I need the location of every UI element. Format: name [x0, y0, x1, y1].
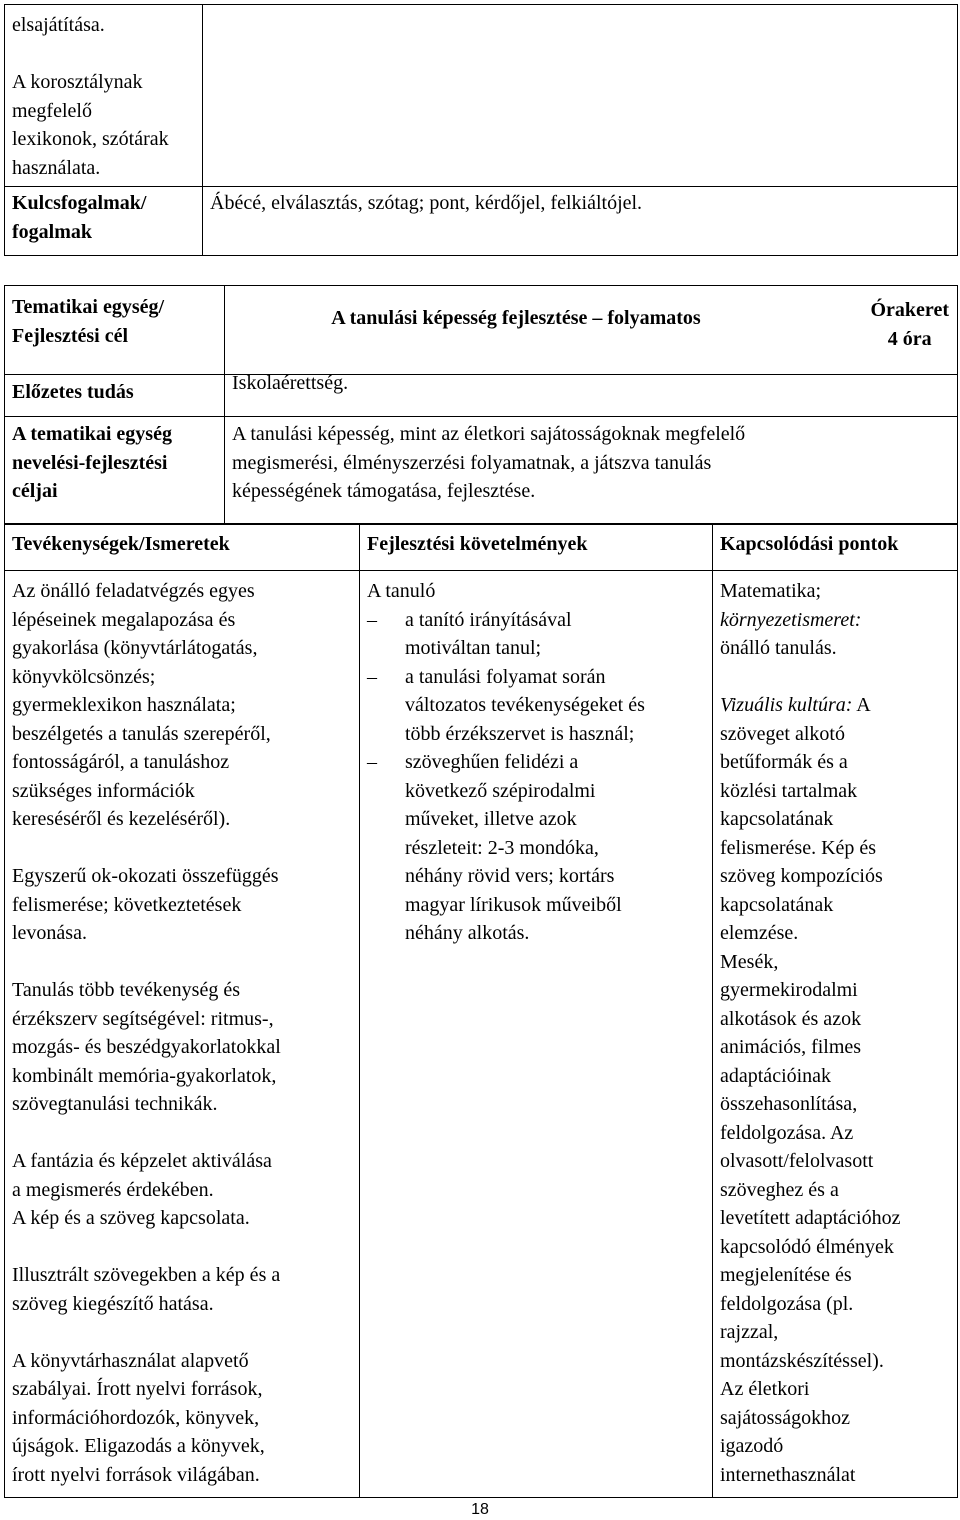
requirements-intro: A tanuló [367, 580, 436, 602]
prereq-label-cell [5, 375, 225, 417]
key-concepts-label-line-1: Kulcsfogalmak/ [12, 192, 147, 214]
text-line: felismerése; következtetések [12, 893, 242, 916]
connection-subject: Matematika; [720, 580, 822, 602]
goals-continuation-line: elsajátítása. [12, 14, 105, 36]
prereq-label: Előzetes tudás [12, 381, 134, 403]
requirements-cell [360, 571, 713, 1498]
text-line: feldolgozása (pl. [720, 1292, 854, 1315]
activities-paragraph-1 [12, 577, 352, 834]
lexicon-line-2: lexikonok, szótárak használata. [12, 128, 169, 179]
connections-math-block [720, 577, 950, 663]
activities-paragraph-5 [12, 1261, 352, 1318]
text-line: szöveg kiegészítő hatása. [12, 1292, 214, 1315]
text-line: montázskészítéssel). [720, 1349, 884, 1372]
text-line: kapcsolatának [720, 893, 834, 916]
text-line: elemzése. [720, 922, 799, 944]
goals-label-line-1: A tematikai egység [12, 423, 172, 445]
goals-label-line-2: nevelési-fejlesztési [12, 451, 168, 474]
prereq-value-cell [225, 372, 958, 417]
text-line: részleteit: 2-3 mondóka, [405, 836, 599, 859]
text-line: műveket, illetve azok [405, 808, 577, 830]
text-line: A fantázia és képzelet aktiválása [12, 1150, 272, 1172]
hours-label: Órakeret [870, 299, 949, 321]
goals-value-line-3: képességének támogatása, fejlesztése. [232, 480, 536, 502]
activities-paragraph-4 [12, 1147, 352, 1233]
requirement-item [367, 663, 705, 749]
text-line: több érzékszervet is használ; [405, 722, 635, 745]
text-line: megjelenítése és [720, 1264, 852, 1286]
text-line: szöveget alkotó [720, 722, 845, 745]
text-line: szöveghez és a [720, 1178, 839, 1201]
text-line: következő szépirodalmi [405, 779, 596, 802]
text-line: szövegtanulási technikák. [12, 1093, 218, 1115]
hours-box [871, 296, 950, 353]
header-requirements: Fejlesztési követelmények [360, 524, 713, 571]
text-line: mozgás- és beszédgyakorlatokkal [12, 1036, 281, 1058]
text-line: szöveg kompozíciós [720, 865, 883, 887]
text-line: felismerése. Kép és [720, 836, 877, 859]
text-line: Az önálló feladatvégzés egyes [12, 580, 255, 602]
prereq-value: Iskolaérettség. [232, 372, 349, 394]
text-line: animációs, filmes [720, 1036, 862, 1058]
text-line: kereséséről és kezeléséről). [12, 808, 231, 830]
hours-value: 4 óra [887, 327, 932, 350]
unit-title: A tanulási képesség fejlesztése – folyamatos [331, 307, 701, 329]
text-line: néhány rövid vers; kortárs [405, 865, 615, 887]
text-line: a megismerés érdekében. [12, 1178, 214, 1201]
key-concepts-label-line-2: fogalmak [12, 220, 92, 243]
text-line: összehasonlítása, [720, 1093, 858, 1115]
text-line: információhordozók, könyvek, [12, 1406, 260, 1429]
text-fragment: A [852, 694, 871, 716]
text-line: beszélgetés a tanulás szerepéről, [12, 722, 271, 745]
activities-cell [5, 571, 360, 1498]
key-concepts-label [5, 187, 203, 256]
activities-paragraph-3 [12, 976, 352, 1119]
goals-value-line-2: megismerési, élményszerzési folyamatnak, a játszva tanulás [232, 451, 712, 474]
unit-label-line-2: Fejlesztési cél [12, 324, 129, 347]
requirement-item [367, 748, 705, 948]
text-line: szükséges információk [12, 779, 195, 802]
unit-title-cell [225, 286, 958, 375]
text-line: érzékszerv segítségével: ritmus-, [12, 1007, 274, 1030]
text-line: Tanulás több tevékenység és [12, 979, 240, 1001]
text-line: újságok. Eligazodás a könyvek, [12, 1435, 265, 1457]
text-line: szabályai. Írott nyelvi források, [12, 1378, 263, 1400]
text-line [720, 691, 950, 720]
connection-subject-italic: környezetismeret: [720, 608, 862, 631]
text-line: olvasott/felolvasott [720, 1150, 874, 1172]
connection-subject-italic: Vizuális kultúra: [720, 694, 853, 716]
activities-paragraph-6 [12, 1347, 352, 1490]
text-line: könyvkölcsönzés; [12, 665, 156, 688]
lexicon-line-1: A korosztálynak megfelelő [12, 71, 143, 122]
top-continuation-table [4, 4, 958, 256]
text-line: adaptációinak [720, 1064, 832, 1087]
text-line: A kép és a szöveg kapcsolata. [12, 1207, 250, 1229]
goals-label-line-3: céljai [12, 480, 58, 502]
text-line: rajzzal, [720, 1321, 779, 1343]
unit-header-table [4, 285, 958, 525]
empty-cell [203, 5, 958, 187]
goals-value-cell [225, 417, 958, 525]
header-connections: Kapcsolódási pontok [713, 524, 958, 571]
requirement-item [367, 606, 705, 663]
text-line: közlési tartalmak [720, 779, 858, 802]
connections-visual-lines [720, 720, 950, 1490]
text-line: kapcsolódó élmények [720, 1235, 894, 1258]
text-line: Egyszerű ok-okozati összefüggés [12, 865, 279, 887]
connections-visual-block [720, 691, 950, 1489]
unit-label-line-1: Tematikai egység/ [12, 296, 165, 318]
text-line: alkotások és azok [720, 1007, 862, 1030]
text-line: önálló tanulás. [720, 637, 837, 659]
text-line: betűformák és a [720, 751, 848, 773]
text-line: lépéseinek megalapozása és [12, 608, 236, 631]
text-line: változatos tevékenységeket és [405, 694, 645, 716]
requirements-list [367, 606, 705, 948]
goals-continuation-cell [5, 5, 203, 187]
text-line: gyermeklexikon használata; [12, 694, 236, 716]
activities-paragraph-2 [12, 862, 352, 948]
text-line: gyermekirodalmi [720, 979, 858, 1001]
text-line: internethasználat [720, 1463, 856, 1486]
text-line: levetített adaptációhoz [720, 1207, 901, 1229]
page-number: 18 [471, 1501, 489, 1518]
key-concepts-text: Ábécé, elválasztás, szótag; pont, kérdőjel, felkiáltójel. [210, 192, 643, 214]
text-line: – a tanító irányításával [405, 608, 572, 631]
text-line: írott nyelvi források világában. [12, 1463, 260, 1486]
text-line: magyar lírikusok műveiből [405, 893, 622, 916]
text-line: Mesék, [720, 950, 779, 973]
text-line: igazodó [720, 1435, 784, 1457]
text-line: gyakorlása (könyvtárlátogatás, [12, 637, 258, 659]
text-line: sajátosságokhoz [720, 1406, 850, 1429]
text-line: Az életkori [720, 1378, 810, 1400]
text-line: levonása. [12, 922, 87, 944]
goals-value-line-1: A tanulási képesség, mint az életkori sajátosságoknak megfelelő [232, 423, 746, 445]
text-line: motiváltan tanul; [405, 637, 542, 659]
text-line: néhány alkotás. [405, 922, 530, 944]
text-line: kombinált memória-gyakorlatok, [12, 1064, 277, 1087]
text-line: kapcsolatának [720, 808, 834, 830]
goals-label-cell [5, 417, 225, 525]
unit-label-cell [5, 286, 225, 375]
connections-cell [713, 571, 958, 1498]
text-line: – a tanulási folyamat során [405, 665, 606, 688]
text-line: Illusztrált szövegekben a kép és a [12, 1264, 281, 1286]
text-line: A könyvtárhasználat alapvető [12, 1349, 249, 1372]
key-concepts-value [203, 187, 958, 256]
text-line: fontosságáról, a tanuláshoz [12, 751, 230, 773]
text-line: feldolgozása. Az [720, 1121, 854, 1144]
header-activities: Tevékenységek/Ismeretek [5, 524, 360, 571]
content-table [4, 523, 958, 1498]
text-line: – szöveghűen felidézi a [405, 751, 579, 773]
